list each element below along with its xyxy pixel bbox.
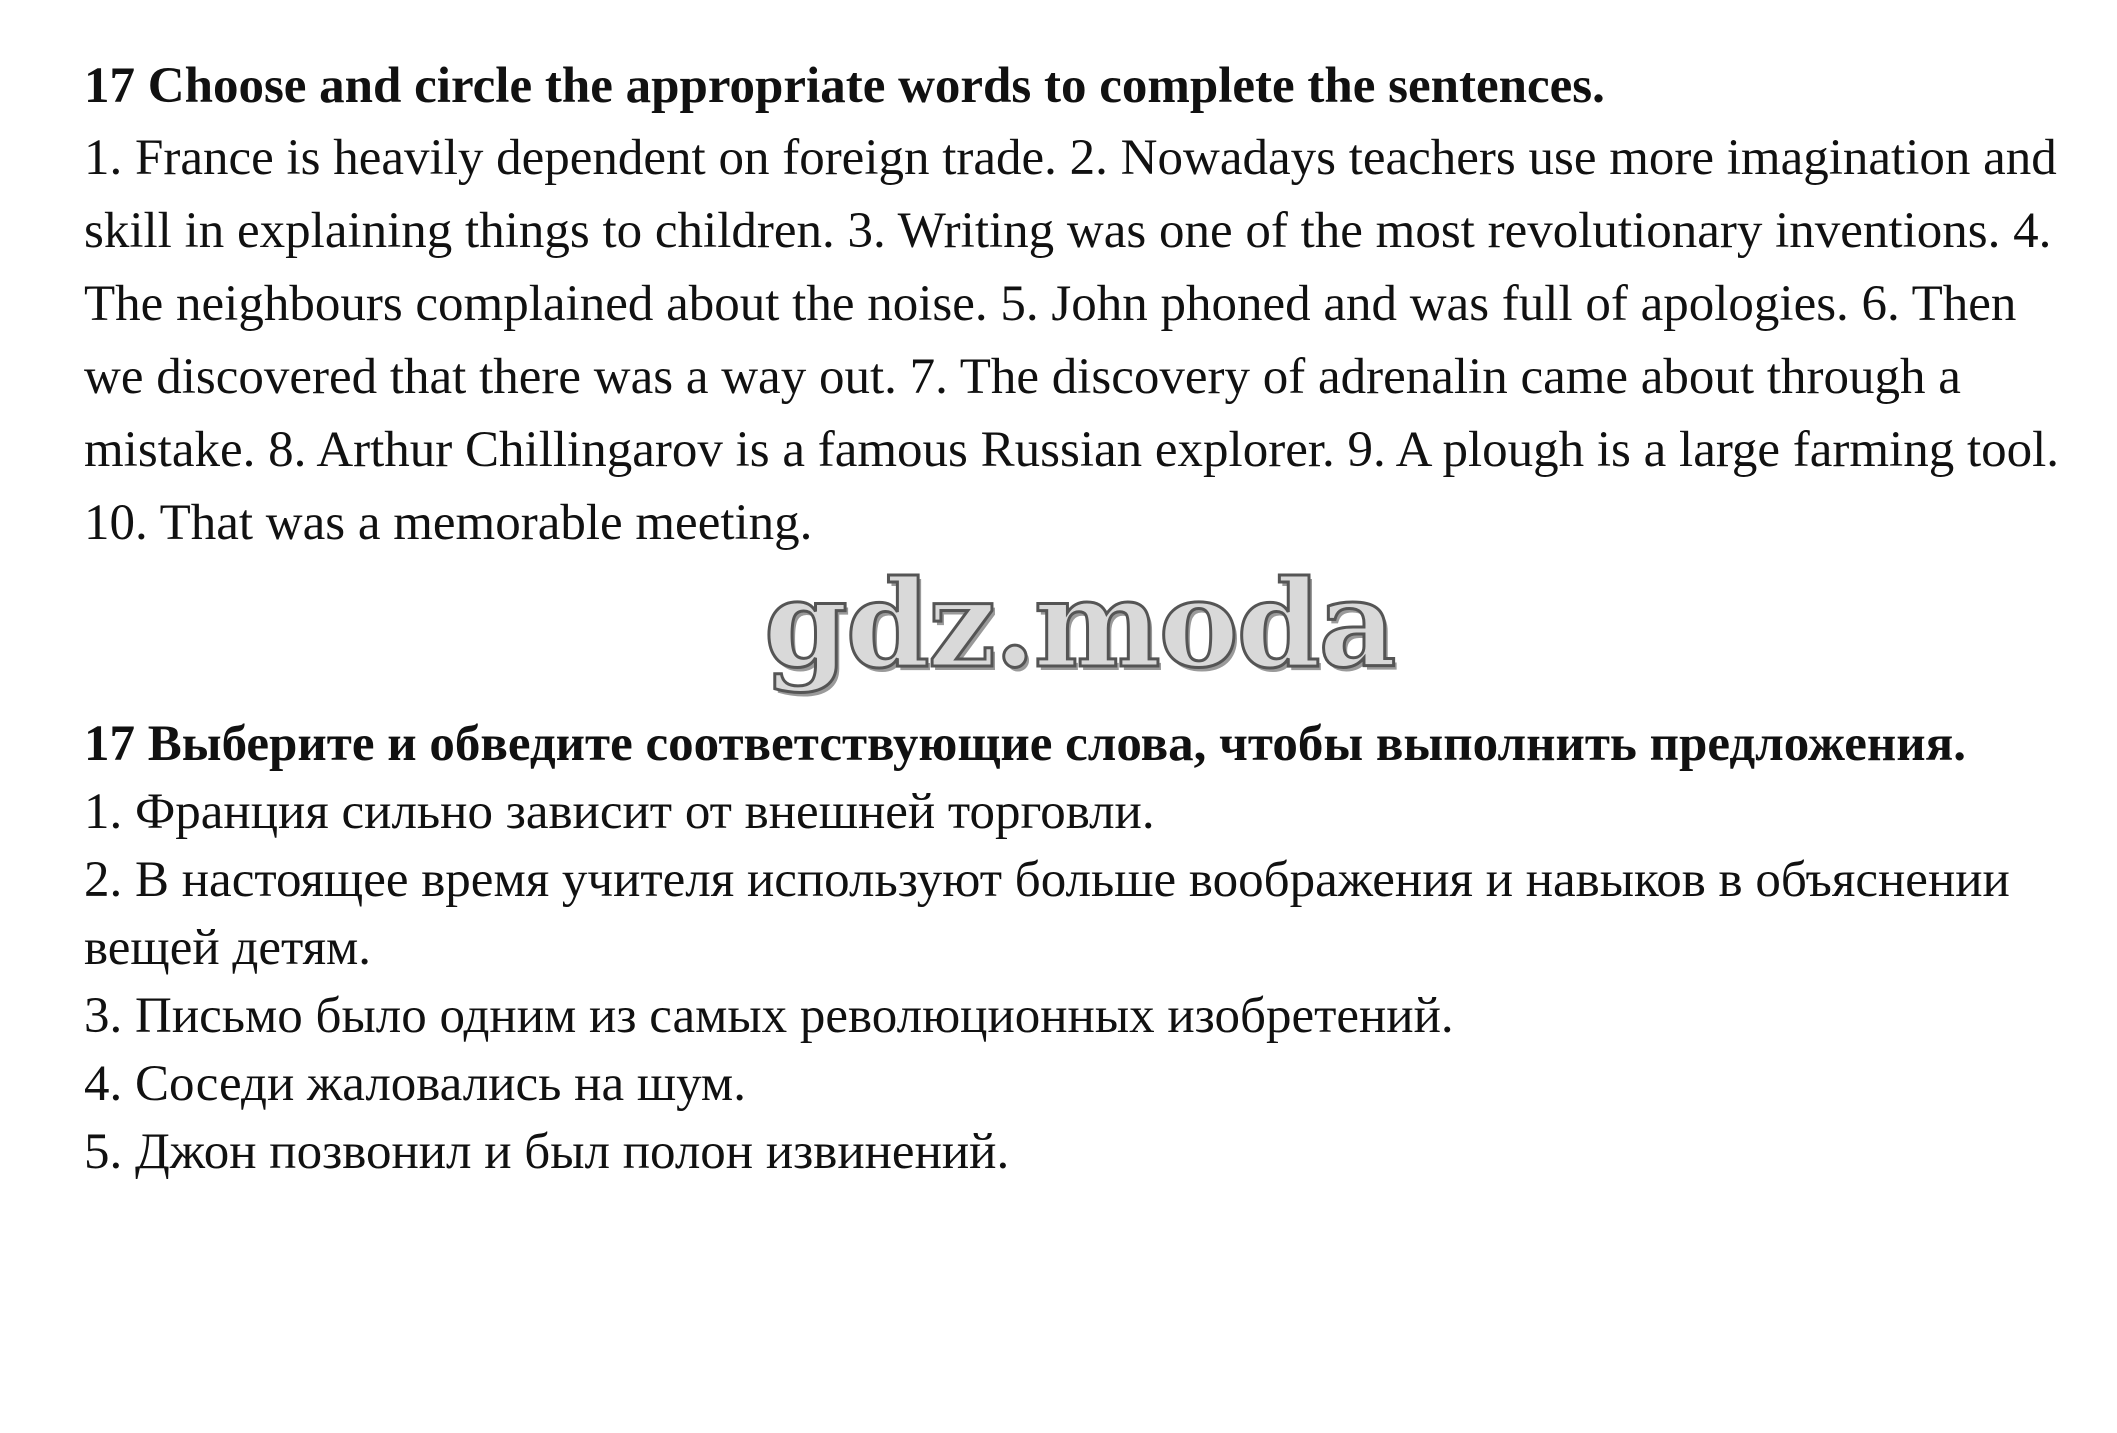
english-sentences: 1. France is heavily dependent on foreign trade. 2. Nowadays teachers use more imagination and skill in explaining things to children. 3. Writing was one of the most revolutionary inventions. 4. The neighbours complained about the noise. 5. John phoned and was full of apologies. 6. Then we discovered that there was a way out. 7. The discovery of adrenalin came about through a mistake. 8. Arthur Chillingarov is a famous Russian explorer. 9. A plough is a large farming tool. 10. That was a memorable meeting. <box>84 130 2060 551</box>
english-section <box>84 50 2084 560</box>
list-item: 5. Джон позвонил и был полон извинений. <box>84 1124 1010 1180</box>
russian-sentence-list <box>84 778 2084 1186</box>
list-item: 4. Соседи жаловались на шум. <box>84 1056 746 1112</box>
english-task-heading: 17 Choose and circle the appropriate words to complete the sentences. <box>84 58 1605 114</box>
russian-section <box>84 710 2084 1186</box>
list-item: 3. Письмо было одним из самых революционных изобретений. <box>84 988 1454 1044</box>
list-item: 1. Франция сильно зависит от внешней торговли. <box>84 784 1155 840</box>
list-item: 2. В настоящее время учителя используют больше воображения и навыков в объяснении вещей детям. <box>84 852 2010 976</box>
russian-task-heading: 17 Выберите и обведите соответствующие слова, чтобы выполнить предложения. <box>84 716 1967 772</box>
watermark-logo: gdz.moda <box>764 554 1395 695</box>
watermark-area <box>84 554 2084 710</box>
document-page <box>84 50 2084 1186</box>
